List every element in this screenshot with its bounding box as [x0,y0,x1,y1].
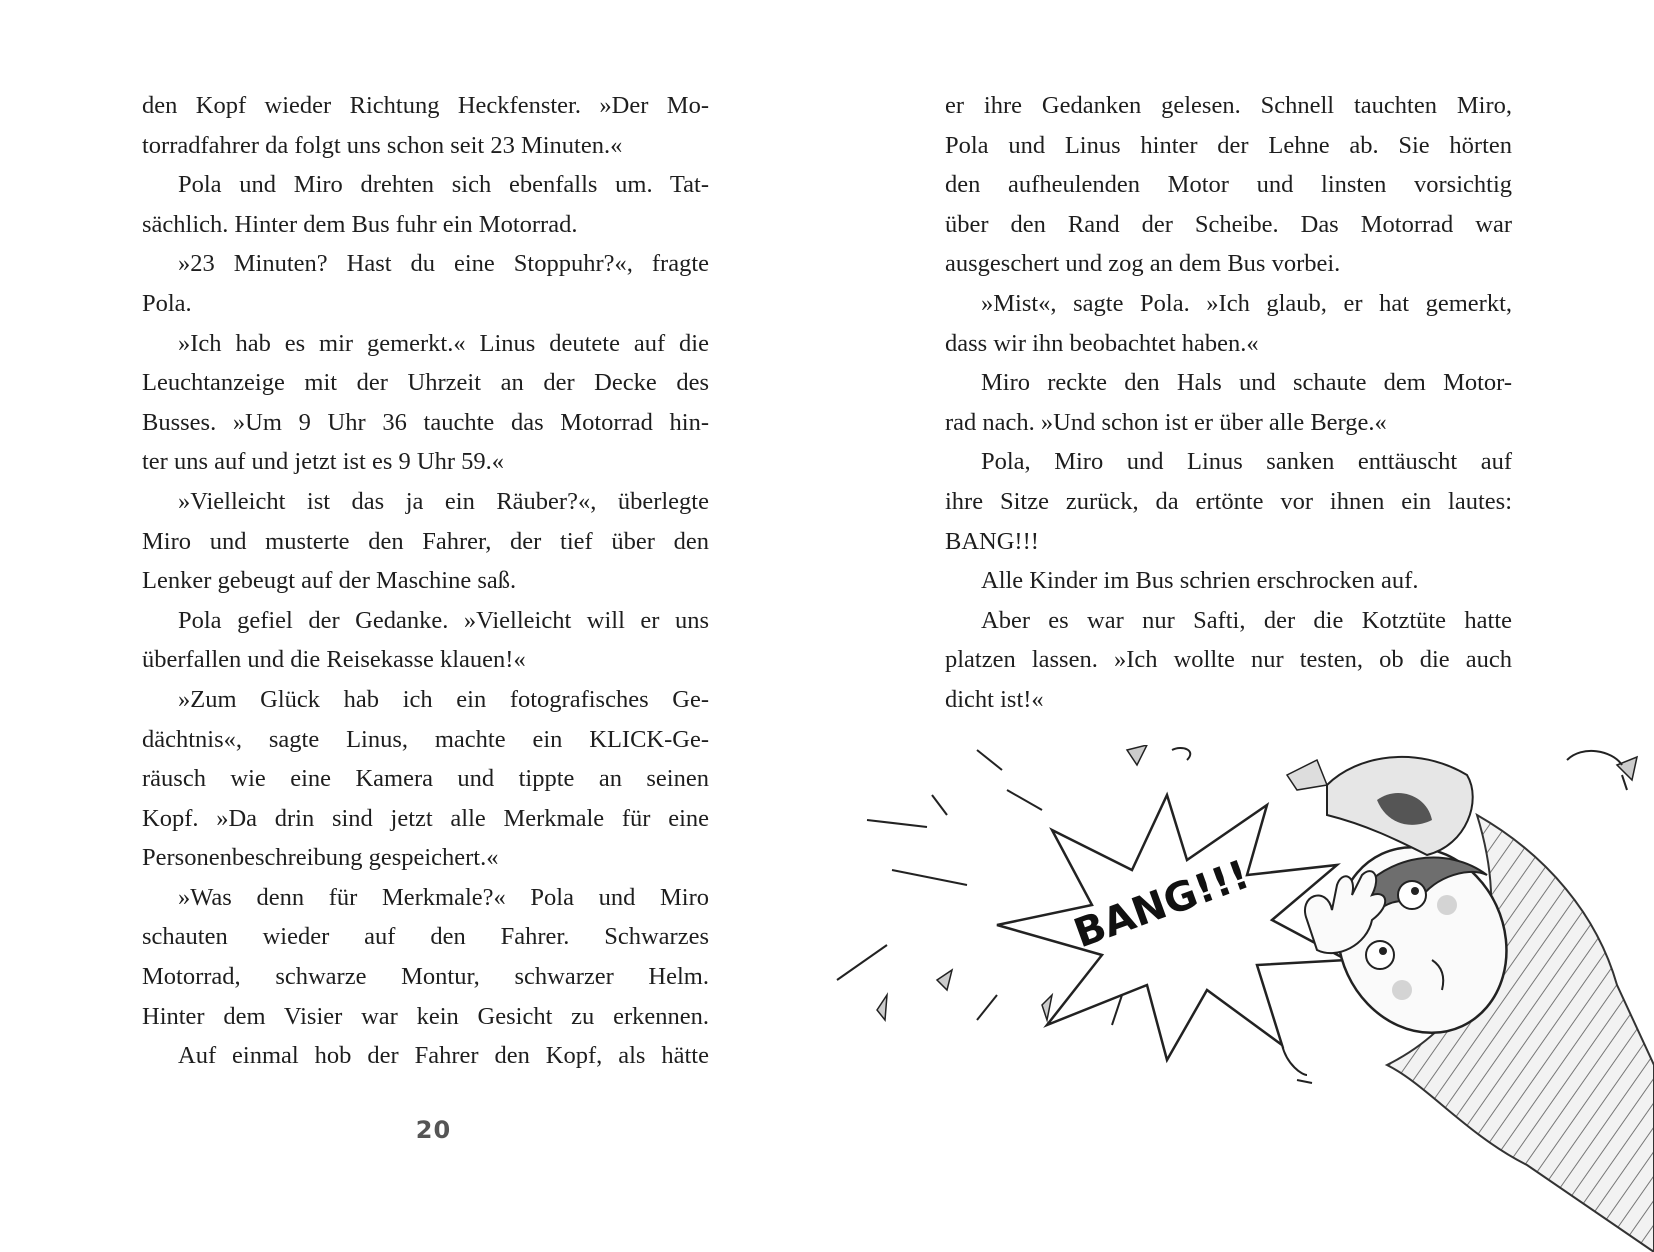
text-line: »Vielleicht ist das ja ein Räuber?«, überlegte [178,487,709,515]
right-page-text [945,86,1512,720]
bang-illustration [827,745,1654,1252]
eye-icon [1398,881,1426,909]
text-line: rad nach. »Und schon ist er über alle Berge.« [945,408,1387,436]
text-line: Miro reckte den Hals und schaute dem Motor- [981,369,1512,397]
text-line: torradfahrer da folgt uns schon seit 23 Minuten.« [142,131,623,159]
text-line: ter uns auf und jetzt ist es 9 Uhr 59.« [142,448,504,476]
text-line: »Zum Glück hab ich ein fotografisches Ge- [178,685,709,713]
bang-text: BANG!!! [1068,851,1256,958]
text-line: Leuchtanzeige mit der Uhrzeit an der Decke des [142,369,709,397]
text-line: »Mist«, sagte Pola. »Ich glaub, er hat gemerkt, [981,289,1512,317]
text-line: den Kopf wieder Richtung Heckfenster. »Der Mo- [142,92,709,119]
text-line: räusch wie eine Kamera und tippte an seinen [142,765,709,793]
text-line: Motorrad, schwarze Montur, schwarzer Helm. [142,963,709,991]
text-line: Pola und Miro drehten sich ebenfalls um. Tat- [178,171,709,199]
text-line: Personenbeschreibung gespeichert.« [142,844,499,872]
burst-shape [997,795,1347,1060]
text-line: Miro und musterte den Fahrer, der tief über den [142,527,709,555]
text-line: Pola. [142,289,192,317]
text-line: »Ich hab es mir gemerkt.« Linus deutete auf die [178,329,709,357]
text-line: »Was denn für Merkmale?« Pola und Miro [178,883,709,911]
text-line: überfallen und die Reisekasse klauen!« [142,646,526,674]
text-line: er ihre Gedanken gelesen. Schnell tauchten Miro, [945,92,1512,119]
text-line: Alle Kinder im Bus schrien erschrocken auf. [981,567,1419,595]
text-line: Lenker gebeugt auf der Maschine saß. [142,567,517,595]
text-line: dächtnis«, sagte Linus, machte ein KLICK-Ge- [142,725,709,753]
page-number: 20 [415,1116,452,1144]
text-line: Aber es war nur Safti, der die Kotztüte hatte [981,606,1512,634]
text-line: ihre Sitze zurück, da ertönte vor ihnen ein lautes: [945,487,1512,515]
text-line: über den Rand der Scheibe. Das Motorrad war [945,210,1512,238]
text-line: Pola und Linus hinter der Lehne ab. Sie hörten [945,131,1512,159]
text-line: dass wir ihn beobachtet haben.« [945,329,1259,357]
text-line: Pola gefiel der Gedanke. »Vielleicht will er uns [178,606,709,634]
text-line: den aufheulenden Motor und linsten vorsichtig [945,171,1512,199]
text-line: »23 Minuten? Hast du eine Stoppuhr?«, fragte [178,250,709,278]
text-line: Kopf. »Da drin sind jetzt alle Merkmale für eine [142,804,709,832]
text-line: sächlich. Hinter dem Bus fuhr ein Motorrad. [142,210,578,238]
text-line: schauten wieder auf den Fahrer. Schwarzes [142,923,709,951]
text-line: Hinter dem Visier war kein Gesicht zu erkennen. [142,1002,709,1030]
text-line: dicht ist!« [945,685,1044,713]
text-line: platzen lassen. »Ich wollte nur testen, ob die auch [945,646,1512,674]
text-line: Busses. »Um 9 Uhr 36 tauchte das Motorrad hin- [142,408,709,436]
text-line: Auf einmal hob der Fahrer den Kopf, als hätte [178,1042,709,1070]
eye-icon [1366,941,1394,969]
text-line: Pola, Miro und Linus sanken enttäuscht auf [981,448,1512,476]
right-page [827,0,1654,1252]
text-line: BANG!!! [945,527,1039,555]
text-line: ausgeschert und zog an dem Bus vorbei. [945,250,1341,278]
left-page-text [142,86,709,1076]
